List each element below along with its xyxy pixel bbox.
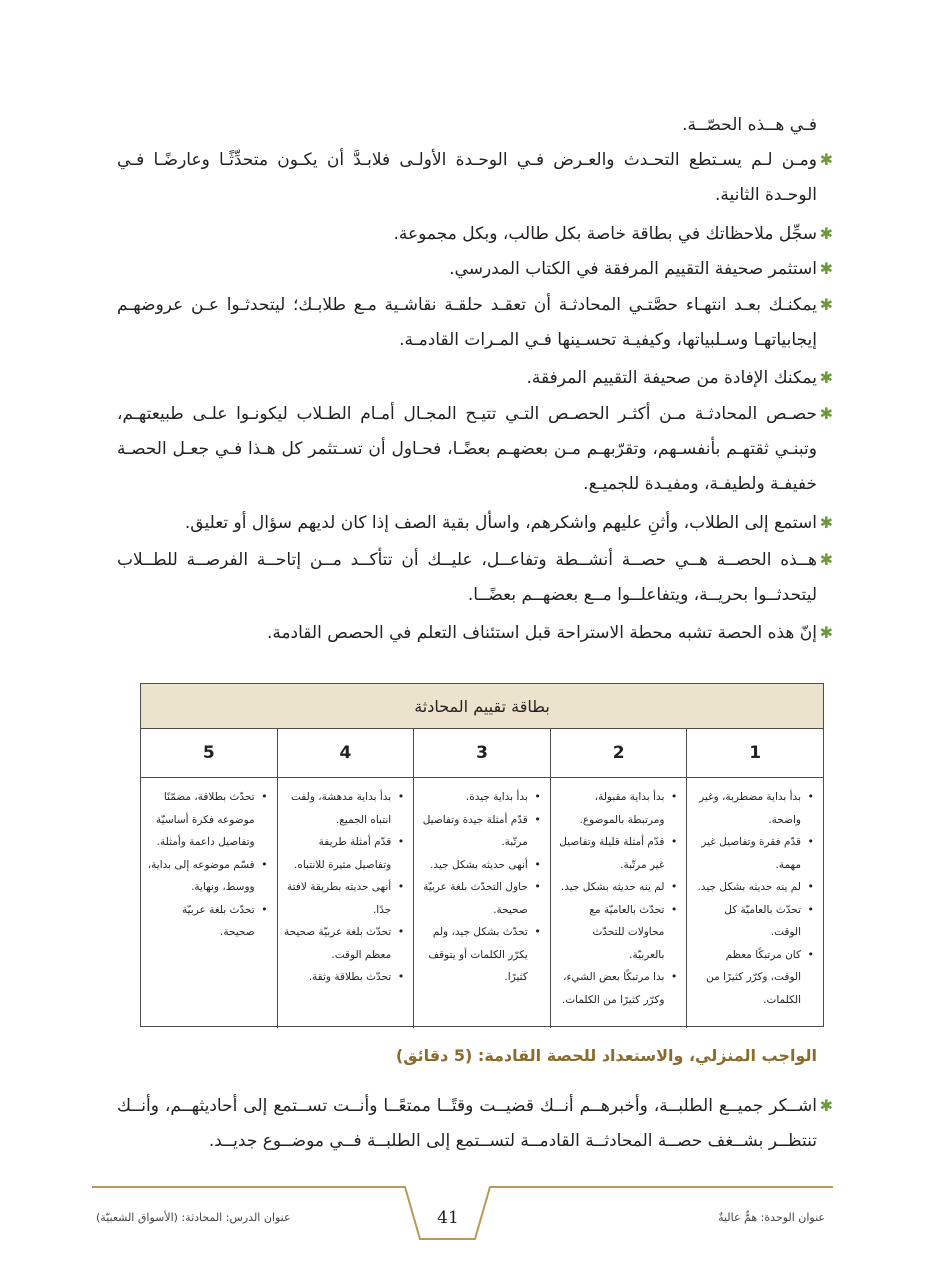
descriptor-cell-2 bbox=[550, 778, 687, 1028]
descriptor-item: • لم ينه حديثه بشكل جيد. bbox=[557, 876, 665, 899]
descriptor-item: • بدأ بداية مضطربة، وغير واضحة. bbox=[693, 786, 801, 831]
paragraph-item: يمكنك الإفادة من صحيفة التقييم المرفقة. bbox=[526, 368, 817, 388]
score-header: 5 bbox=[202, 743, 215, 763]
bullet-icon: ✱ bbox=[819, 150, 833, 169]
bullet-icon: ✱ bbox=[819, 295, 833, 314]
descriptor-item: • تحدّث بلغة عربيّة صحيحة معظم الوقت. bbox=[284, 921, 392, 966]
paragraph-item: استثمر صحيفة التقييم المرفقة في الكتاب المدرسي. bbox=[449, 259, 817, 279]
descriptor-item: • قدّم أمثلة طريفة وتفاصيل مثيرة للانتباه. bbox=[284, 831, 392, 876]
descriptor-item: • بدأ بداية مقبولة، ومرتبطة بالموضوع. bbox=[557, 786, 665, 831]
table-title: بطاقة تقييم المحادثة bbox=[141, 684, 823, 729]
score-header: 1 bbox=[686, 729, 823, 777]
descriptor-item: • أنهى حديثه بشكل جيد. bbox=[420, 854, 528, 877]
descriptor-item: • قدّم أمثلة جيدة وتفاصيل مرتّبة. bbox=[420, 809, 528, 854]
descriptor-item: • قسّم موضوعه إلى بداية، ووسط، ونهاية. bbox=[147, 854, 255, 899]
descriptor-item: • حاول التحدّث بلغة عربيّة صحيحة. bbox=[420, 876, 528, 921]
paragraph-item: هــذه الحصــة هــي حصــة أنشــطة وتفاعــل، عليــك أن تتأكــد مــن إتاحــة الفرصــة للطــلاب ليتحدثــوا بحريــة، ويتفاعلــوا مــع بعضهــم بعضًــا. bbox=[117, 550, 817, 605]
bullet-icon: ✱ bbox=[819, 550, 833, 569]
bullet-icon: ✱ bbox=[819, 259, 833, 278]
descriptor-item: • تحدّث بطلاقة، مضمّنًا موضوعه فكرة أساسيّة وتفاصيل داعمة وأمثلة. bbox=[147, 786, 255, 854]
descriptor-cell-5 bbox=[141, 778, 277, 1028]
paragraph-item: يمكنـك بعـد انتهـاء حصَّتـي المحادثـة أن تعقـد حلقـة نقاشـية مـع طلابـك؛ ليتحدثـوا عـن عروضهـم إيجابياتهـا وسـلبياتها، وكيفيـة تحسـينها فـي المـرات القادمـة. bbox=[117, 295, 817, 350]
score-row bbox=[141, 729, 823, 778]
descriptor-item: • تحدّث بالعاميّة كل الوقت. bbox=[693, 899, 801, 944]
descriptor-item: • تحدّث بطلاقة وثقة. bbox=[284, 966, 392, 989]
descriptor-item: • كان مرتبكًا معظم الوقت، وكرّر كثيرًا من الكلمات. bbox=[693, 944, 801, 1012]
descriptor-item: • بدا مرتبكًا بعض الشيء، وكرّر كثيرًا من الكلمات. bbox=[557, 966, 665, 1011]
descriptor-item: • تحدّث بلغة عربيّة صحيحة. bbox=[147, 899, 255, 944]
descriptor-item: • قدّم أمثلة قليلة وتفاصيل غير مرتّبة. bbox=[557, 831, 665, 876]
descriptor-item: • تحدّث بشكل جيد، ولم يكرّر الكلمات أو يتوقف كثيرًا. bbox=[420, 921, 528, 989]
homework-heading: الواجب المنزلي، والاستعداد للحصة القادمة: (5 دقائق) bbox=[395, 1046, 817, 1065]
descriptor-item: • قدّم فقرة وتفاصيل غير مهمة. bbox=[693, 831, 801, 876]
unit-title: عنوان الوحدة: همٌّ عاليةٌ bbox=[718, 1211, 825, 1224]
page-number: 41 bbox=[437, 1208, 459, 1228]
bullet-icon: ✱ bbox=[819, 368, 833, 387]
score-header: 4 bbox=[277, 729, 414, 777]
descriptor-cell-1 bbox=[686, 778, 823, 1028]
paragraph-item: إنّ هذه الحصة تشبه محطة الاستراحة قبل استئناف التعلم في الحصص القادمة. bbox=[266, 623, 817, 643]
paragraph-item: ومـن لـم يسـتطع التحـدث والعـرض فـي الوحـدة الأولـى فلابـدَّ أن يكـون متحدِّثًـا وعارضًـا فـي الوحـدة الثانية. bbox=[117, 150, 817, 205]
paragraph-continuation: فـي هــذه الحصّــة. bbox=[682, 115, 817, 135]
paragraph-item: سجِّل ملاحظاتك في بطاقة خاصة بكل طالب، وبكل مجموعة. bbox=[393, 224, 817, 244]
descriptor-item: • بدأ بداية مدهشة، ولفت انتباه الجميع. bbox=[284, 786, 392, 831]
lesson-title: عنوان الدرس: المحادثة: (الأسواق الشعبيّة) bbox=[96, 1211, 291, 1224]
descriptor-cell-4 bbox=[277, 778, 414, 1028]
score-header: 3 bbox=[413, 729, 550, 777]
score-header: 2 bbox=[550, 729, 687, 777]
bullet-icon: ✱ bbox=[819, 513, 833, 532]
descriptor-row bbox=[141, 778, 823, 1028]
evaluation-table bbox=[140, 683, 824, 1027]
descriptor-item: • أنهى حديثه بطريقة لافتة جدًا. bbox=[284, 876, 392, 921]
bullet-icon: ✱ bbox=[819, 224, 833, 243]
descriptor-item: • تحدّث بالعاميّة مع محاولات للتحدّث بالعربيّة. bbox=[557, 899, 665, 967]
descriptor-item: • بدأ بداية جيدة. bbox=[420, 786, 528, 809]
descriptor-item: • لم ينه حديثه بشكل جيد. bbox=[693, 876, 801, 899]
bullet-icon: ✱ bbox=[819, 623, 833, 642]
paragraph-item: استمع إلى الطلاب، وأثنِ عليهم واشكرهم، واسأل بقية الصف إذا كان لديهم سؤال أو تعليق. bbox=[184, 513, 817, 533]
paragraph-item: حصـص المحادثـة مـن أكثـر الحصـص التـي تتيـح المجـال أمـام الطـلاب ليكونـوا علـى طبيعتهـم، وتبنـي ثقتهـم بأنفسـهم، وتقرّبهـم مـن بعضهـم بعضًـا، فحـاول أن تسـتثمر كل هـذا فـي جعـل الحصـة خفيفـة ولطيفـة، ومفيـدة للجميـع. bbox=[117, 404, 817, 494]
bullet-icon: ✱ bbox=[819, 1096, 833, 1115]
bullet-icon: ✱ bbox=[819, 404, 833, 423]
descriptor-cell-3 bbox=[413, 778, 550, 1028]
homework-paragraph: اشــكر جميــع الطلبــة، وأخبرهــم أنــك قضيــت وقتًــا ممتعًــا وأنــت تســتمع إلى أحاديثهــم، وأنــك تنتظــر بشــغف حصــة المحادثــة القادمــة لتســتمع إلى الطلبــة فــي موضــوع جديــد. bbox=[117, 1096, 817, 1151]
